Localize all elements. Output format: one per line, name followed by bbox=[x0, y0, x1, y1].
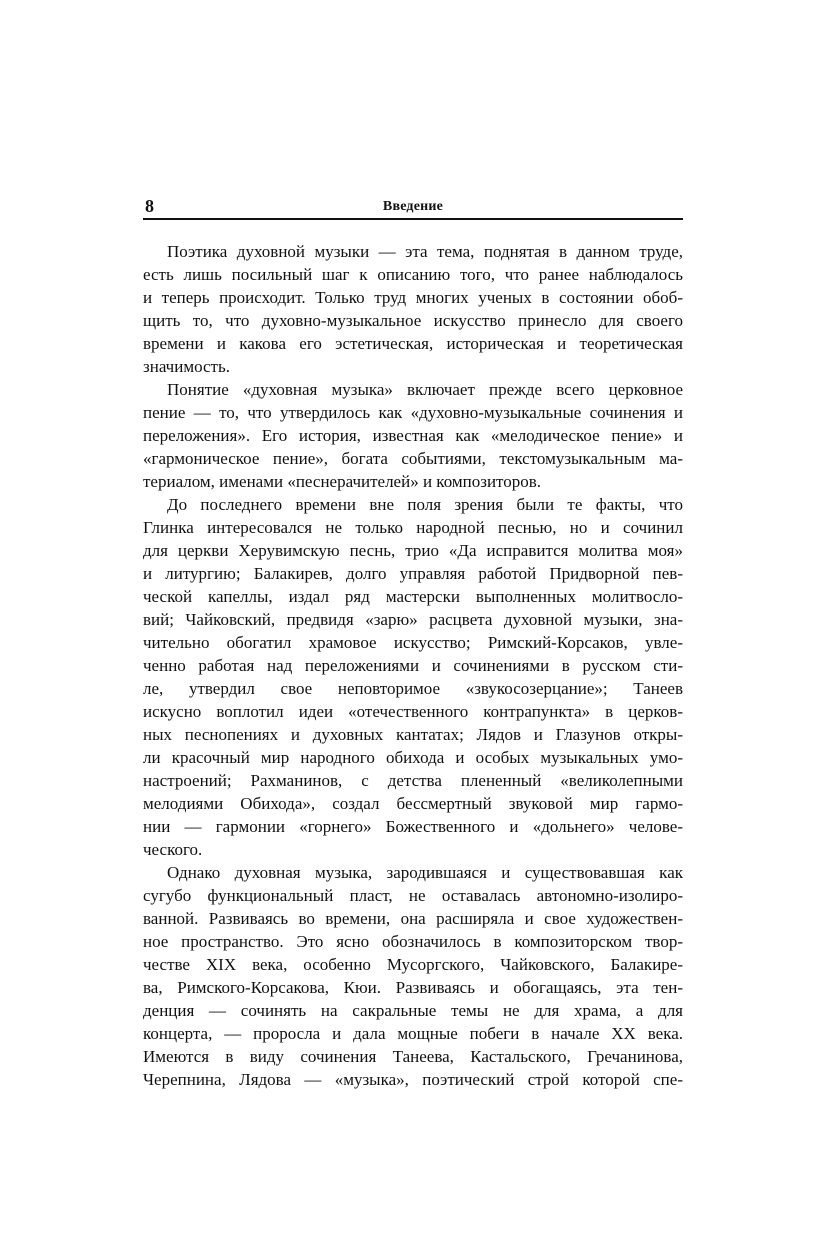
text-line: Черепнина, Лядова — «музыка», поэтический строй которой спе- bbox=[143, 1070, 683, 1089]
text-line: ческой капеллы, издал ряд мастерски выполненных молитвосло- bbox=[143, 587, 683, 606]
text-line: щить то, что духовно-музыкальное искусство принесло для своего bbox=[143, 311, 683, 330]
text-line: Поэтика духовной музыки — эта тема, поднятая в данном труде, bbox=[167, 242, 683, 261]
text-line: для церкви Херувимскую песнь, трио «Да исправится молитва моя» bbox=[143, 541, 683, 560]
text-line: До последнего времени вне поля зрения были те факты, что bbox=[167, 495, 683, 514]
text-line: Имеются в виду сочинения Танеева, Кастальского, Гречанинова, bbox=[143, 1047, 683, 1066]
body-text bbox=[143, 240, 683, 1091]
text-line: времени и какова его эстетическая, историческая и теоретическая bbox=[143, 334, 683, 353]
text-line: териалом, именами «песнерачителей» и композиторов. bbox=[143, 472, 542, 491]
text-line: переложения». Его история, известная как «мелодическое пение» и bbox=[143, 426, 683, 445]
text-line: ле, утвердил свое неповторимое «звукосозерцание»; Танеев bbox=[143, 679, 683, 698]
text-line: Понятие «духовная музыка» включает прежде всего церковное bbox=[167, 380, 683, 399]
text-line: ли красочный мир народного обихода и особых музыкальных умо- bbox=[143, 748, 683, 767]
text-line: есть лишь посильный шаг к описанию того, что ранее наблюдалось bbox=[143, 265, 683, 284]
paragraph bbox=[143, 861, 683, 1091]
paragraph bbox=[143, 378, 683, 493]
text-line: честве XIX века, особенно Мусоргского, Чайковского, Балакире- bbox=[143, 955, 683, 974]
paragraph bbox=[143, 240, 683, 378]
text-line: концерта, — проросла и дала мощные побеги в начале XX века. bbox=[143, 1024, 683, 1043]
text-line: искусно воплотил идеи «отечественного контрапункта» в церков- bbox=[143, 702, 683, 721]
text-line: «гармоническое пение», богата событиями, текстомузыкальным ма- bbox=[143, 449, 683, 468]
running-header bbox=[143, 196, 683, 220]
page-number: 8 bbox=[145, 196, 154, 216]
text-line: ческого. bbox=[143, 840, 203, 859]
section-title: Введение bbox=[382, 199, 444, 214]
text-line: и теперь происходит. Только труд многих ученых в состоянии обоб- bbox=[143, 288, 683, 307]
text-line: мелодиями Обихода», создал бессмертный звуковой мир гармо- bbox=[143, 794, 683, 813]
paragraph bbox=[143, 493, 683, 861]
text-line: и литургию; Балакирев, долго управляя работой Придворной пев- bbox=[143, 564, 683, 583]
text-line: Однако духовная музыка, зародившаяся и существовавшая как bbox=[167, 863, 683, 882]
text-line: ва, Римского-Корсакова, Кюи. Развиваясь и обогащаясь, эта тен- bbox=[143, 978, 683, 997]
text-line: настроений; Рахманинов, с детства плененный «великолепными bbox=[143, 771, 683, 790]
text-line: пение — то, что утвердилось как «духовно-музыкальные сочинения и bbox=[143, 403, 683, 422]
text-line: чительно обогатил храмовое искусство; Римский-Корсаков, увле- bbox=[143, 633, 683, 652]
text-line: Глинка интересовался не только народной песнью, но и сочинил bbox=[143, 518, 683, 537]
text-line: вий; Чайковский, предвидя «зарю» расцвета духовной музыки, зна- bbox=[143, 610, 683, 629]
text-line: ное пространство. Это ясно обозначилось в композиторском твор- bbox=[143, 932, 683, 951]
text-line: нии — гармонии «горнего» Божественного и «дольнего» челове- bbox=[143, 817, 683, 836]
text-line: денция — сочинять на сакральные темы не для храма, а для bbox=[143, 1001, 683, 1020]
text-line: сугубо функциональный пласт, не оставалась автономно-изолиро- bbox=[143, 886, 683, 905]
text-line: ванной. Развиваясь во времени, она расширяла и свое художествен- bbox=[143, 909, 683, 928]
text-line: ных песнопениях и духовных кантатах; Лядов и Глазунов откры- bbox=[143, 725, 683, 744]
text-line: значимость. bbox=[143, 357, 230, 376]
text-line: ченно работая над переложениями и сочинениями в русском сти- bbox=[143, 656, 683, 675]
